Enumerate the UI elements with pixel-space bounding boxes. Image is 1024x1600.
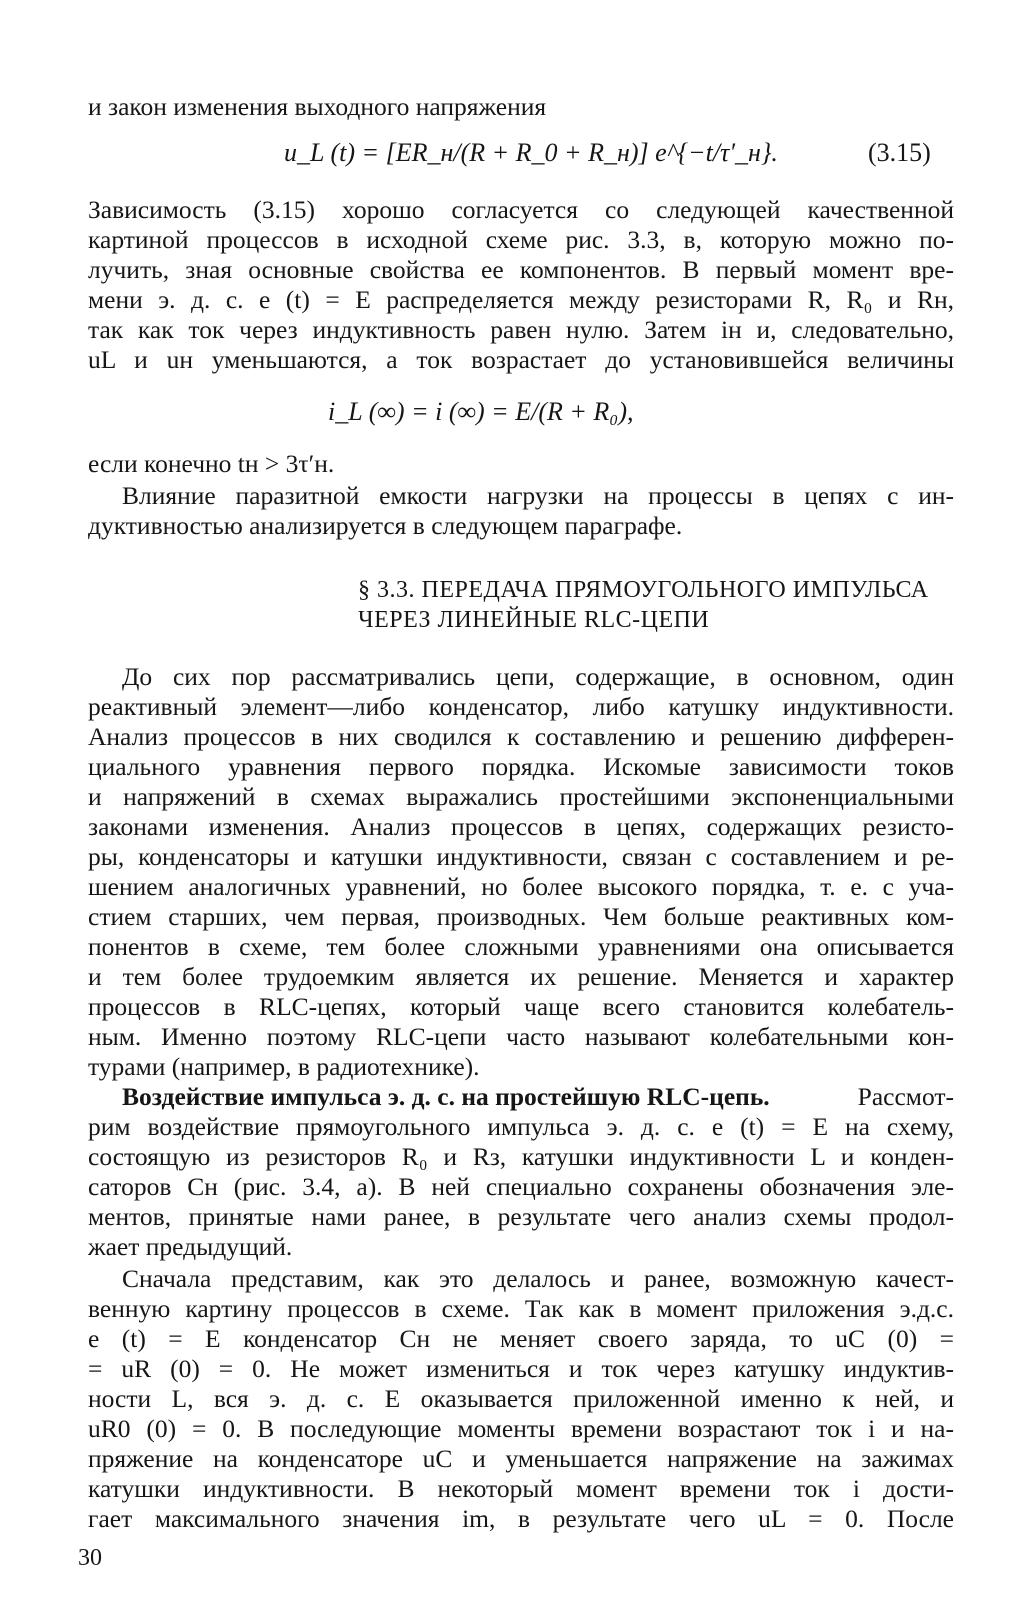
text-line: понентов в схеме, тем более сложными уравнениями она описывается — [88, 932, 954, 961]
text-line: uL и uн уменьшаются, а ток возрастает до установившейся величины — [88, 345, 954, 374]
text-line: венную картину процессов в схеме. Так как в момент приложения э.д.с. — [88, 1294, 954, 1323]
text-line: Зависимость (3.15) хорошо согласуется со следующей качественной — [88, 195, 954, 224]
text-fragment: Рассмот- — [857, 1082, 954, 1111]
text-line: процессов в RLC-цепях, который чаще всего становится колебатель- — [88, 992, 954, 1021]
section-heading-line-1: § 3.3. ПЕРЕДАЧА ПРЯМОУГОЛЬНОГО ИМПУЛЬСА — [358, 577, 929, 603]
text-line: гает максимального значения im, в результате чего uL = 0. После — [88, 1504, 954, 1533]
text-line: дуктивностью анализируется в следующем параграфе. — [88, 511, 683, 540]
text-line: Анализ процессов в них сводился к составлению и решению дифферен- — [88, 722, 954, 751]
text-line — [122, 1082, 954, 1112]
text-line: Сначала представим, как это делалось и ранее, возможную качест- — [122, 1264, 954, 1293]
subsection-run-in-heading: Воздействие импульса э. д. с. на простейшую RLC-цепь. — [122, 1082, 770, 1111]
formula-steady-current: i_L (∞) = i (∞) = E/(R + R₀), — [328, 397, 634, 426]
text-line: стием старших, чем первая, производных. Чем больше реактивных ком- — [88, 902, 954, 931]
text-line: и тем более трудоемким является их решение. Меняется и характер — [88, 962, 954, 991]
text-line: До сих пор рассматривались цепи, содержащие, в основном, один — [122, 662, 954, 691]
text-line: рим воздействие прямоугольного импульса э. д. с. e (t) = E на схему, — [88, 1112, 954, 1141]
text-line: так как ток через индуктивность равен нулю. Затем iн и, следовательно, — [88, 315, 954, 344]
text-line: uR0 (0) = 0. В последующие моменты времени возрастают ток i и на- — [88, 1414, 954, 1443]
text-line: саторов Cн (рис. 3.4, а). В ней специально сохранены обозначения эле- — [88, 1172, 954, 1201]
text-line: и закон изменения выходного напряжения — [88, 92, 547, 121]
section-heading-line-2: ЧЕРЕЗ ЛИНЕЙНЫЕ RLC-ЦЕПИ — [358, 607, 710, 633]
text-line: мени э. д. с. e (t) = E распределяется между резисторами R, R₀ и Rн, — [88, 285, 954, 314]
page-number: 30 — [78, 1545, 102, 1571]
text-line: ры, конденсаторы и катушки индуктивности, связан с составлением и ре- — [88, 842, 954, 871]
text-line: и напряжений в схемах выражались простейшими экспоненциальными — [88, 782, 954, 811]
text-line: ным. Именно поэтому RLC-цепи часто называют колебательными кон- — [88, 1022, 954, 1051]
text-line: шением аналогичных уравнений, но более высокого порядка, т. е. с уча- — [88, 872, 954, 901]
text-line: Влияние паразитной емкости нагрузки на процессы в цепях с ин- — [122, 481, 954, 510]
text-line: циального уравнения первого порядка. Искомые зависимости токов — [88, 752, 954, 781]
text-line: пряжение на конденсаторе uC и уменьшается напряжение на зажимах — [88, 1444, 954, 1473]
text-line: ности L, вся э. д. с. E оказывается приложенной именно к ней, и — [88, 1384, 954, 1413]
text-line: e (t) = E конденсатор Cн не меняет своего заряда, то uC (0) = — [88, 1324, 954, 1353]
text-line: картиной процессов в исходной схеме рис. 3.3, в, которую можно по- — [88, 225, 954, 254]
text-line: турами (например, в радиотехнике). — [88, 1052, 480, 1081]
text-line: жает предыдущий. — [88, 1232, 293, 1261]
text-line: реактивный элемент—либо конденсатор, либо катушку индуктивности. — [88, 692, 954, 721]
text-line: = uR (0) = 0. Не может измениться и ток через катушку индуктив- — [88, 1354, 954, 1383]
text-line: если конечно tн > 3τ′н. — [88, 449, 335, 478]
equation-number: (3.15) — [868, 138, 931, 167]
text-line: лучить, зная основные свойства ее компонентов. В первый момент вре- — [88, 255, 954, 284]
text-line: состоящую из резисторов R₀ и Rз, катушки индуктивности L и конден- — [88, 1142, 954, 1171]
formula-3-15: u_L (t) = [ER_н/(R + R_0 + R_н)] e^{−t/τ′_н}. — [284, 138, 778, 167]
text-line: ментов, принятые нами ранее, в результате чего анализ схемы продол- — [88, 1202, 954, 1231]
text-line: законами изменения. Анализ процессов в цепях, содержащих резисто- — [88, 812, 954, 841]
text-line: катушки индуктивности. В некоторый момент времени ток i дости- — [88, 1474, 954, 1503]
